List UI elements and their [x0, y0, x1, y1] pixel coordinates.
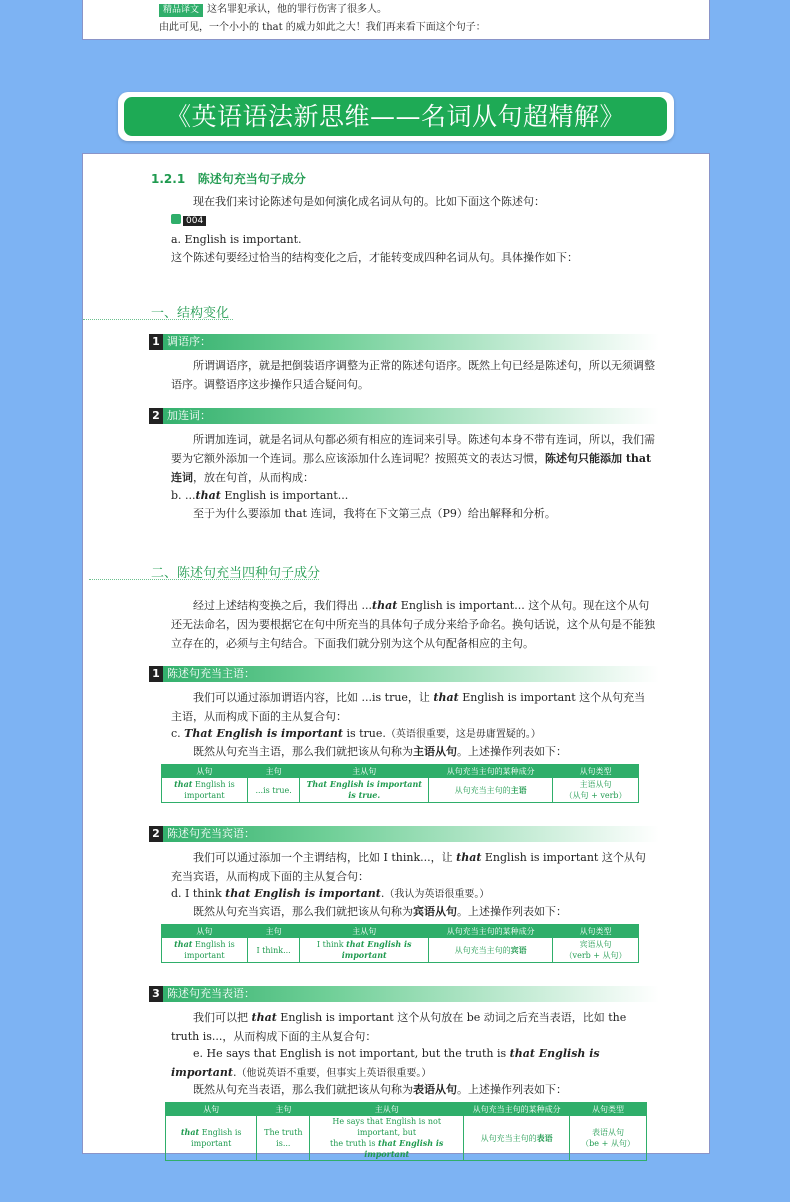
predicative-text-b: English is important 这个从句放在 be 动词之后充当表语，比如 the truth is...，从而构成下面的主从复合句：: [171, 1011, 627, 1043]
step2-paragraph: [171, 430, 655, 487]
predicative-bar: [149, 986, 659, 1002]
table-cell: [310, 1116, 464, 1161]
object-sum-a: 既然从句充当宾语，那么我们就把该从句称为: [193, 905, 413, 918]
table-header-row: [166, 1103, 647, 1116]
example-b-bold: that: [195, 489, 221, 502]
part2-intro-a: 经过上述结构变换之后，我们得出 ...: [193, 599, 372, 612]
cell-bold: that: [180, 1127, 200, 1137]
intro-paragraph: 现在我们来讨论陈述句是如何演化成名词从句的。比如下面这个陈述句：: [193, 195, 545, 208]
subject-text-bold: that: [433, 691, 459, 704]
example-b-post: English is important...: [220, 489, 349, 502]
title-banner-frame: [118, 92, 674, 141]
cell-bold: that: [174, 939, 193, 949]
object-number: 2: [149, 826, 163, 842]
previous-page-fragment: [82, 0, 710, 40]
object-summary: [171, 902, 651, 921]
table-header: 主从句: [310, 1103, 464, 1116]
example-c-pre: c.: [171, 727, 185, 740]
step2-bar: [149, 408, 659, 424]
example-e: [171, 1044, 655, 1083]
cell-text: English is important: [184, 780, 235, 800]
part1-heading: 一、结构变化: [151, 306, 230, 321]
step1-bar: [149, 334, 659, 350]
object-sum-b: 。上述操作列表如下：: [457, 905, 567, 918]
subject-summary: [171, 742, 651, 761]
step2-label: 加连词：: [167, 409, 211, 422]
table-header: 从句充当主句的某种成分: [429, 925, 553, 938]
step2-text-b: ，放在句首，从而构成：: [193, 471, 314, 484]
table-cell: [300, 938, 429, 963]
table-header: 主句: [257, 1103, 310, 1116]
table-header: 从句: [162, 925, 248, 938]
table-cell: [162, 938, 248, 963]
part2-divider: [89, 579, 319, 580]
part2-intro-b: English is important... 这个从句。现在这个从句还无法命名，因为要根据它在句中所充当的具体句子成分来给予命名。换句话说，这个从句是不能独立存在的，必须与主句结合。下面我们就分别为这个从句配备相应的主句。: [171, 599, 655, 650]
table-header: 从句充当主句的某种成分: [429, 765, 553, 778]
book-page: [82, 153, 710, 1159]
subject-number: 1: [149, 666, 163, 682]
part1-divider: [83, 319, 233, 320]
table-cell: That English is important is true.: [300, 778, 429, 803]
step1-number: 1: [149, 334, 163, 350]
predicative-label: 陈述句充当表语：: [167, 987, 255, 1000]
table-header-row: [162, 765, 639, 778]
audio-icon: [171, 214, 181, 224]
cell-text: the truth is: [330, 1139, 378, 1148]
example-d-bold: that English is important: [225, 887, 381, 900]
example-c-post: is true.: [342, 727, 386, 740]
subject-sum-a: 既然从句充当主语，那么我们就把该从句称为: [193, 745, 413, 758]
subject-text-b: English is important 这个从句充当主语，从而构成下面的主从复合句：: [171, 691, 646, 723]
example-e-post: .: [232, 1066, 237, 1079]
table-cell: ...is true.: [247, 778, 299, 803]
predicative-text-a: 我们可以把: [193, 1011, 252, 1024]
table-cell: [464, 1116, 570, 1161]
example-d-post: .: [380, 887, 385, 900]
step2-bold: 陈述句只能添加 that 连词: [171, 452, 652, 484]
example-c-bold: That English is important: [184, 727, 343, 740]
cell-text: （从句 + verb）: [564, 791, 627, 800]
table-cell: [429, 938, 553, 963]
table-header: 主句: [247, 925, 299, 938]
table-cell: [166, 1116, 257, 1161]
cell-text: （verb + 从句）: [564, 951, 627, 960]
step2-text-a: 所谓加连词，就是名词从句都必须有相应的连词来引导。陈述句本身不带有连词，所以，我们需要为它额外添加一个连词。那么应该添加什么连词呢？按照英文的表达习惯，: [171, 433, 655, 465]
cell-text: He says that English is not important, but: [332, 1117, 442, 1137]
example-c-translation: （英语很重要，这是毋庸置疑的。）: [385, 729, 541, 740]
translation-line: [159, 3, 387, 17]
table-header-row: [162, 925, 639, 938]
example-d-translation: （我认为英语很重要。）: [384, 889, 490, 900]
object-label: 陈述句充当宾语：: [167, 827, 255, 840]
table-cell: [162, 778, 248, 803]
predicative-paragraph: [171, 1008, 655, 1046]
cell-bold: that English is important: [341, 939, 412, 960]
table-header: 从句类型: [553, 765, 639, 778]
cell-text: English is important: [184, 940, 235, 960]
table-row: [166, 1116, 647, 1161]
cell-bold: that English is important: [364, 1138, 444, 1159]
top-paragraph: 由此可见，一个小小的 that 的威力如此之大！我们再来看下面这个句子：: [159, 22, 486, 33]
predicative-summary: [171, 1080, 651, 1099]
cell-bold: 宾语: [510, 944, 527, 955]
table-cell: The truth is...: [257, 1116, 310, 1161]
object-text-bold: that: [456, 851, 482, 864]
part2-intro: [171, 596, 655, 653]
example-c: [171, 724, 651, 744]
object-sum-bold: 宾语从句: [413, 905, 457, 918]
predicative-number: 3: [149, 986, 163, 1002]
subject-text-a: 我们可以通过添加谓语内容，比如 ...is true，让: [193, 691, 434, 704]
step2-tail: 至于为什么要添加 that 连词，我将在下文第三点（P9）给出解释和分析。: [193, 507, 556, 520]
subject-sum-b: 。上述操作列表如下：: [457, 745, 567, 758]
object-bar: [149, 826, 659, 842]
object-text-b: English is important 这个从句充当宾语，从而构成下面的主从复合句：: [171, 851, 646, 883]
intro-paragraph-2: 这个陈述句要经过恰当的结构变化之后，才能转变成四种名词从句。具体操作如下：: [171, 251, 578, 264]
table-header: 从句类型: [553, 925, 639, 938]
example-d-pre: d. I think: [171, 887, 226, 900]
table-cell: [553, 938, 639, 963]
object-table: [161, 924, 639, 963]
cell-text: I think: [316, 940, 347, 949]
subject-paragraph: [171, 688, 655, 726]
table-row: [162, 938, 639, 963]
predicative-table: [165, 1102, 647, 1161]
cell-bold: that: [174, 779, 193, 789]
part2-intro-bold: that: [372, 599, 398, 612]
audio-marker[interactable]: [171, 214, 206, 226]
cell-text: 表语从句: [592, 1128, 624, 1137]
table-row: [162, 778, 639, 803]
translation-text: 这名罪犯承认，他的罪行伤害了很多人。: [207, 4, 388, 15]
example-e-pre: e. He says that English is not important, but the truth is: [193, 1047, 510, 1060]
title-banner: 《英语语法新思维——名词从句超精解》: [124, 97, 667, 136]
step1-paragraph: 所谓调语序，就是把倒装语序调整为正常的陈述句语序。既然上句已经是陈述句，所以无须调整语序。调整语序这步操作只适合疑问句。: [171, 359, 655, 391]
audio-code: 004: [183, 216, 206, 226]
cell-text: （be + 从句）: [581, 1139, 635, 1148]
section-number: 1.2.1: [151, 172, 186, 186]
example-e-translation: （他说英语不重要，但事实上英语很重要。）: [236, 1068, 432, 1079]
subject-bar: [149, 666, 659, 682]
section-title: 陈述句充当句子成分: [197, 172, 306, 186]
section-heading: [151, 170, 306, 187]
table-cell: [570, 1116, 647, 1161]
cell-text: 从句充当主句的: [454, 945, 511, 955]
example-e-bold: that English is important: [171, 1047, 600, 1079]
predicative-sum-b: 。上述操作列表如下：: [457, 1083, 567, 1096]
table-header: 从句: [162, 765, 248, 778]
example-b: [171, 486, 651, 505]
cell-text: 从句充当主句的: [454, 785, 511, 795]
table-cell: I think...: [247, 938, 299, 963]
cell-text: 主语从句: [579, 780, 612, 789]
table-header: 从句: [166, 1103, 257, 1116]
table-header: 从句充当主句的某种成分: [464, 1103, 570, 1116]
subject-sum-bold: 主语从句: [413, 745, 457, 758]
table-header: 主句: [247, 765, 299, 778]
cell-bold: 主语: [510, 784, 527, 795]
table-header: 从句类型: [570, 1103, 647, 1116]
predicative-text-bold: that: [251, 1011, 277, 1024]
example-b-pre: b. ...: [171, 489, 196, 502]
cell-bold: 表语: [536, 1132, 553, 1143]
predicative-sum-bold: 表语从句: [413, 1083, 457, 1096]
predicative-sum-a: 既然从句充当表语，那么我们就把该从句称为: [193, 1083, 413, 1096]
subject-label: 陈述句充当主语：: [167, 667, 255, 680]
step1-label: 调语序：: [167, 335, 211, 348]
table-cell: [553, 778, 639, 803]
example-a: a. English is important.: [171, 233, 302, 246]
cell-text: English is important: [191, 1128, 242, 1148]
example-d: [171, 884, 651, 904]
cell-text: 宾语从句: [579, 940, 612, 949]
object-text-a: 我们可以通过添加一个主谓结构，比如 I think...，让: [193, 851, 457, 864]
object-paragraph: [171, 848, 655, 886]
table-header: 主从句: [300, 765, 429, 778]
table-cell: [429, 778, 553, 803]
translation-tag: 精品译文: [159, 4, 203, 17]
part2-heading: 二、陈述句充当四种句子成分: [151, 566, 321, 581]
step2-number: 2: [149, 408, 163, 424]
table-header: 主从句: [300, 925, 429, 938]
subject-table: [161, 764, 639, 803]
cell-text: 从句充当主句的: [480, 1133, 537, 1143]
